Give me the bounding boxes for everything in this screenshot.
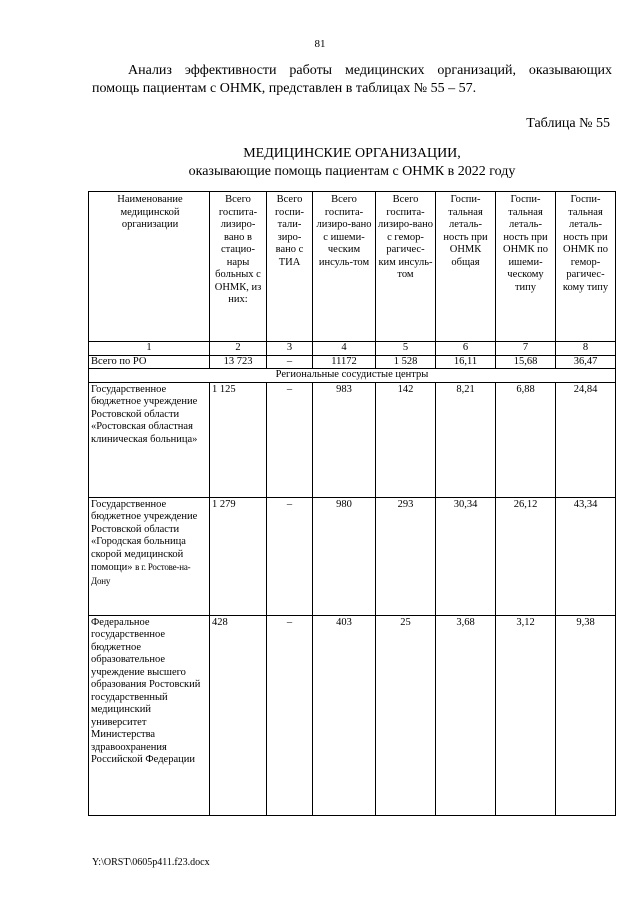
table-row: [89, 382, 616, 497]
table-cell: 293: [376, 497, 436, 615]
table-cell: 3,12: [496, 615, 556, 815]
header-cell: Госпи-тальная леталь-ность при ОНМК общая: [436, 192, 496, 342]
table-cell: 428: [210, 615, 267, 815]
header-cell: Госпи-тальная леталь-ность при ОНМК по гемор-рагичес-кому типу: [556, 192, 616, 342]
table-title-line-1: МЕДИЦИНСКИЕ ОРГАНИЗАЦИИ,: [243, 146, 461, 161]
header-row: [89, 192, 616, 342]
column-number: 8: [556, 342, 616, 356]
table-title: [92, 145, 612, 181]
table-cell: –: [267, 615, 313, 815]
intro-paragraph: Анализ эффективности работы медицинских организаций, оказывающих помощь пациентам с ОНМК, представлен в таблицах № 55 – 57.: [92, 63, 612, 96]
organization-name-tail: в г. Ростове-на-Дону: [91, 562, 191, 586]
section-row: [89, 369, 616, 383]
header-cell: Всего госпита-лизиро-вано с ишеми-ческим инсуль-том: [313, 192, 376, 342]
column-number: 6: [436, 342, 496, 356]
table-cell: 6,88: [496, 382, 556, 497]
table-cell: 403: [313, 615, 376, 815]
column-number: 7: [496, 342, 556, 356]
table-cell: 980: [313, 497, 376, 615]
total-cell: 16,11: [436, 355, 496, 369]
column-number: 4: [313, 342, 376, 356]
table-cell: 8,21: [436, 382, 496, 497]
table-cell: 983: [313, 382, 376, 497]
table-row: [89, 497, 616, 615]
header-cell: Наименование медицинской организации: [89, 192, 210, 342]
table-cell: 142: [376, 382, 436, 497]
table-cell: 26,12: [496, 497, 556, 615]
table-cell: 1 125: [210, 382, 267, 497]
file-path-footer: Y:\ORST\0605p411.f23.docx: [92, 857, 210, 868]
column-number: 3: [267, 342, 313, 356]
table-cell: –: [267, 382, 313, 497]
total-cell: 1 528: [376, 355, 436, 369]
total-label: Всего по РО: [89, 355, 210, 369]
header-cell: Госпи-тальная леталь-ность при ОНМК по ишеми-ческому типу: [496, 192, 556, 342]
table-row: [89, 615, 616, 815]
column-number-row: [89, 342, 616, 356]
organizations-table: [88, 191, 616, 816]
table-title-line-2: оказывающие помощь пациентам с ОНМК в 2022 году: [188, 164, 516, 179]
organization-name: Государственное бюджетное учреждение Ростовской области «Ростовская областная клиническая больница»: [89, 382, 210, 497]
table-cell: 1 279: [210, 497, 267, 615]
header-cell: Всего госпита-лизиро-вано в стацио-нары больных с ОНМК, из них:: [210, 192, 267, 342]
header-cell: Всего госпита-лизиро-вано с гемор-рагичес-ким инсуль-том: [376, 192, 436, 342]
organization-name: [89, 497, 210, 615]
table-cell: 24,84: [556, 382, 616, 497]
column-number: 5: [376, 342, 436, 356]
total-cell: 13 723: [210, 355, 267, 369]
page-number: 81: [314, 38, 326, 50]
table-label: Таблица № 55: [526, 116, 610, 131]
total-row: [89, 355, 616, 369]
table-cell: 30,34: [436, 497, 496, 615]
table-cell: –: [267, 497, 313, 615]
organization-name: Федеральное государственное бюджетное образовательное учреждение высшего образования Ростовский государственный медицинский университет Министерства здравоохранения Российской Федерации: [89, 615, 210, 815]
column-number: 1: [89, 342, 210, 356]
organization-name-text: Государственное бюджетное учреждение Ростовской области «Городская больница скорой медицинской помощи»: [91, 498, 198, 573]
section-title: Региональные сосудистые центры: [89, 369, 616, 383]
total-cell: –: [267, 355, 313, 369]
table-cell: 9,38: [556, 615, 616, 815]
table-cell: 25: [376, 615, 436, 815]
total-cell: 11172: [313, 355, 376, 369]
total-cell: 36,47: [556, 355, 616, 369]
total-cell: 15,68: [496, 355, 556, 369]
table-cell: 3,68: [436, 615, 496, 815]
column-number: 2: [210, 342, 267, 356]
header-cell: Всего госпи-тали-зиро-вано с ТИА: [267, 192, 313, 342]
table-cell: 43,34: [556, 497, 616, 615]
